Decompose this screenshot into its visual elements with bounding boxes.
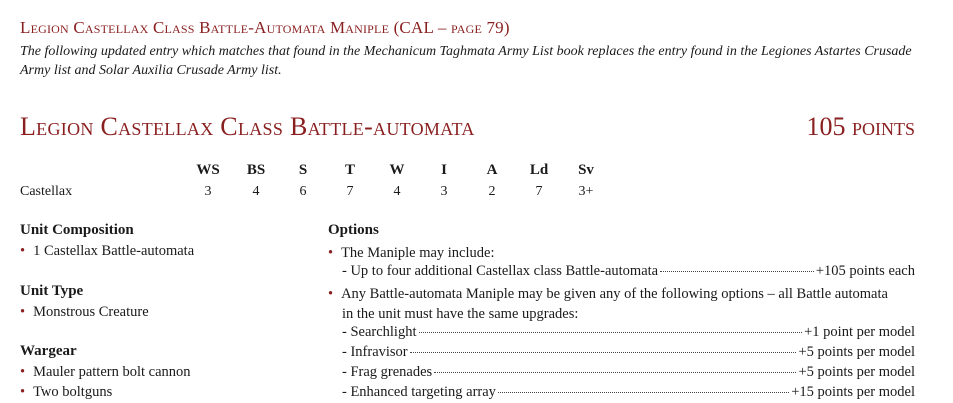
stat-value-sv: 3+ xyxy=(578,184,594,199)
dot-leader xyxy=(419,332,803,333)
stat-value-bs: 4 xyxy=(252,184,260,199)
option-line xyxy=(342,324,915,341)
option-label: - Enhanced targeting array xyxy=(342,384,496,400)
option-line xyxy=(342,344,915,361)
bullet-icon: • xyxy=(328,245,334,261)
option-label: - Infravisor xyxy=(342,344,408,360)
errata-description: The following updated entry which matches that found in the Mechanicum Taghmata Army List book replaces the entry found in the Legiones Astartes Crusade Army list and Solar Auxilia Crusade Army list. xyxy=(20,44,912,78)
stat-row-label: Castellax xyxy=(20,184,73,199)
option-label: - Up to four additional Castellax class Battle-automata xyxy=(342,263,659,279)
wargear-heading: Wargear xyxy=(20,343,77,359)
option-cost: +1 point per model xyxy=(804,324,915,340)
option-cost: +105 points each xyxy=(815,263,915,279)
stat-value-ld: 7 xyxy=(535,184,543,199)
option-label: - Searchlight xyxy=(342,324,417,340)
unit-type-heading: Unit Type xyxy=(20,283,84,299)
bullet-icon: • xyxy=(20,364,26,380)
option-line xyxy=(342,364,915,381)
bullet-icon: • xyxy=(328,286,334,302)
option-line xyxy=(342,263,915,280)
bullet-icon: • xyxy=(20,243,26,259)
stat-value-t: 7 xyxy=(346,184,354,199)
option-label: - Frag grenades xyxy=(342,364,433,380)
stat-value-w: 4 xyxy=(393,184,401,199)
unit-composition-item: • 1 Castellax Battle-automata xyxy=(20,243,195,259)
stat-header-a: A xyxy=(486,162,498,178)
wargear-item: • Mauler pattern bolt cannon xyxy=(20,364,191,380)
stat-header-s: S xyxy=(298,162,308,178)
option-line xyxy=(342,384,915,401)
stat-header-bs: BS xyxy=(246,162,266,178)
option-bullet-maniple: • The Maniple may include: xyxy=(328,245,495,261)
stat-value-ws: 3 xyxy=(204,184,212,199)
unit-composition-heading: Unit Composition xyxy=(20,222,134,238)
dot-leader xyxy=(660,271,814,272)
dot-leader xyxy=(434,372,796,373)
stat-header-ld: Ld xyxy=(529,162,549,178)
option-cost: +5 points per model xyxy=(798,344,915,360)
errata-title: Legion Castellax Class Battle-Automata Maniple (CAL – page 79) xyxy=(20,18,510,37)
bullet-icon: • xyxy=(20,384,26,400)
option-bullet-upgrades: • Any Battle-automata Maniple may be given any of the following options – all Battle automata xyxy=(328,286,888,302)
bullet-icon: • xyxy=(20,304,26,320)
stat-header-i: I xyxy=(441,162,447,178)
unit-type-item: • Monstrous Creature xyxy=(20,304,149,320)
stat-value-s: 6 xyxy=(299,184,307,199)
unit-points: 105 points xyxy=(806,112,915,141)
stat-header-t: T xyxy=(344,162,355,178)
wargear-item: • Two boltguns xyxy=(20,384,113,400)
option-cost: +15 points per model xyxy=(791,384,915,400)
dot-leader xyxy=(410,352,797,353)
unit-name: Legion Castellax Class Battle-automata xyxy=(20,112,475,141)
stat-value-a: 2 xyxy=(488,184,496,199)
option-cost: +5 points per model xyxy=(798,364,915,380)
options-heading: Options xyxy=(328,222,379,238)
option-bullet-upgrades-cont: in the unit must have the same upgrades: xyxy=(342,306,579,322)
dot-leader xyxy=(498,392,789,393)
stat-value-i: 3 xyxy=(440,184,448,199)
stat-header-sv: Sv xyxy=(578,162,594,178)
stat-header-w: W xyxy=(389,162,405,178)
stat-header-ws: WS xyxy=(196,162,220,178)
